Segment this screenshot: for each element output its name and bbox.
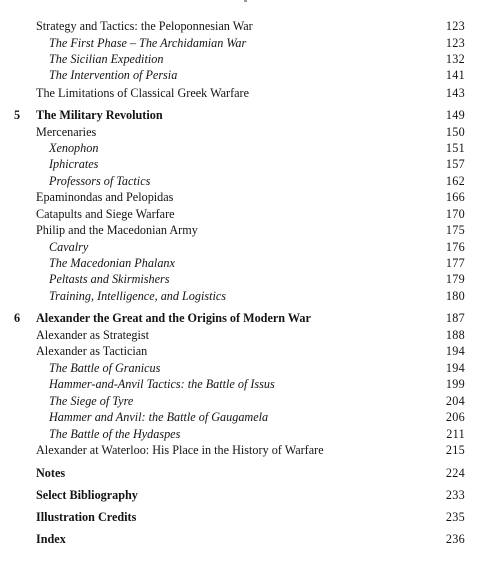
page-number: 123 bbox=[445, 36, 465, 50]
page-number: 199 bbox=[445, 377, 465, 391]
page-number: 187 bbox=[445, 311, 465, 325]
toc-entry[interactable] bbox=[0, 327, 493, 344]
page-number: 150 bbox=[445, 125, 465, 139]
toc-entry[interactable] bbox=[0, 487, 493, 504]
entry-title: Alexander as Tactician bbox=[36, 344, 148, 358]
entry-title: The Intervention of Persia bbox=[49, 68, 178, 82]
entry-title: Select Bibliography bbox=[36, 488, 138, 502]
entry-title: The Military Revolution bbox=[36, 108, 163, 122]
page-number: 236 bbox=[445, 532, 465, 546]
entry-title: Illustration Credits bbox=[36, 510, 137, 524]
page-number: 188 bbox=[445, 328, 465, 342]
entry-title: Peltasts and Skirmishers bbox=[49, 272, 170, 286]
toc-entry[interactable] bbox=[0, 51, 493, 68]
toc-entry[interactable] bbox=[0, 271, 493, 288]
page-number: 180 bbox=[445, 289, 465, 303]
toc-entry[interactable] bbox=[0, 107, 493, 124]
toc-entry[interactable] bbox=[0, 376, 493, 393]
entry-title: Mercenaries bbox=[36, 125, 97, 139]
toc-entry[interactable] bbox=[0, 409, 493, 426]
toc-entry[interactable] bbox=[0, 156, 493, 173]
entry-title: Strategy and Tactics: the Peloponnesian War bbox=[36, 19, 253, 33]
toc-entry[interactable] bbox=[0, 206, 493, 223]
entry-title: Epaminondas and Pelopidas bbox=[36, 190, 174, 204]
entry-title: Philip and the Macedonian Army bbox=[36, 223, 198, 237]
entry-title: Alexander at Waterloo: His Place in the History of Warfare bbox=[36, 443, 324, 457]
toc-entry[interactable] bbox=[0, 531, 493, 548]
entry-title: Iphicrates bbox=[49, 157, 99, 171]
entry-title: The Battle of the Hydaspes bbox=[49, 427, 181, 441]
entry-title: Alexander the Great and the Origins of Modern War bbox=[36, 311, 311, 325]
entry-title: The First Phase – The Archidamian War bbox=[49, 36, 247, 50]
page-number: 206 bbox=[445, 410, 465, 424]
entry-title: Notes bbox=[36, 466, 66, 480]
toc-entry[interactable] bbox=[0, 222, 493, 239]
toc-entry[interactable] bbox=[0, 393, 493, 410]
page-number: 204 bbox=[445, 394, 465, 408]
page-number: 224 bbox=[445, 466, 465, 480]
toc-entry[interactable] bbox=[0, 67, 493, 84]
page-number: 176 bbox=[445, 240, 465, 254]
entry-title: Training, Intelligence, and Logistics bbox=[49, 289, 227, 303]
page-number: 194 bbox=[445, 361, 465, 375]
page-number: 211 bbox=[446, 427, 465, 441]
entry-title: Catapults and Siege Warfare bbox=[36, 207, 175, 221]
page-number: 235 bbox=[445, 510, 465, 524]
page-number: 149 bbox=[445, 108, 465, 122]
page-number: 132 bbox=[445, 52, 465, 66]
entry-title: The Siege of Tyre bbox=[49, 394, 134, 408]
toc-entry[interactable] bbox=[0, 124, 493, 141]
entry-title: Hammer and Anvil: the Battle of Gaugamela bbox=[49, 410, 269, 424]
toc-entry[interactable] bbox=[0, 255, 493, 272]
toc-entry[interactable] bbox=[0, 509, 493, 526]
toc-entry[interactable] bbox=[0, 465, 493, 482]
entry-title: Xenophon bbox=[49, 141, 99, 155]
page-number: 177 bbox=[445, 256, 465, 270]
page-number: 179 bbox=[445, 272, 465, 286]
toc-entry[interactable] bbox=[0, 18, 493, 35]
toc-entry[interactable] bbox=[0, 310, 493, 327]
page-number: 151 bbox=[445, 141, 465, 155]
entry-title: Index bbox=[36, 532, 66, 546]
toc-entry[interactable] bbox=[0, 189, 493, 206]
entry-title: The Limitations of Classical Greek Warfare bbox=[36, 86, 250, 100]
toc-entry[interactable] bbox=[0, 442, 493, 459]
entry-title: The Macedonian Phalanx bbox=[49, 256, 175, 270]
toc-entry[interactable] bbox=[0, 140, 493, 157]
page-number: 166 bbox=[445, 190, 465, 204]
chapter-number: 6 bbox=[14, 311, 21, 325]
toc-entry[interactable] bbox=[0, 239, 493, 256]
entry-title: The Sicilian Expedition bbox=[49, 52, 164, 66]
page-number: 194 bbox=[445, 344, 465, 358]
page-number: 170 bbox=[445, 207, 465, 221]
page-number: 157 bbox=[445, 157, 465, 171]
toc-entry[interactable] bbox=[0, 288, 493, 305]
page-number: 162 bbox=[445, 174, 465, 188]
entry-title: Professors of Tactics bbox=[49, 174, 151, 188]
toc-entry[interactable] bbox=[0, 426, 493, 443]
entry-title: Cavalry bbox=[49, 240, 89, 254]
entry-title: Alexander as Strategist bbox=[36, 328, 150, 342]
toc-entry[interactable] bbox=[0, 360, 493, 377]
page-number: 141 bbox=[445, 68, 465, 82]
toc-entry[interactable] bbox=[0, 35, 493, 52]
scan-mark bbox=[244, 0, 247, 2]
toc-entry[interactable] bbox=[0, 85, 493, 102]
page-number: 233 bbox=[445, 488, 465, 502]
page-number: 215 bbox=[445, 443, 465, 457]
toc-entry[interactable] bbox=[0, 343, 493, 360]
entry-title: The Battle of Granicus bbox=[49, 361, 161, 375]
toc-entry[interactable] bbox=[0, 173, 493, 190]
page-number: 123 bbox=[445, 19, 465, 33]
chapter-number: 5 bbox=[14, 108, 21, 122]
page-number: 143 bbox=[445, 86, 465, 100]
page-number: 175 bbox=[445, 223, 465, 237]
entry-title: Hammer-and-Anvil Tactics: the Battle of Issus bbox=[49, 377, 275, 391]
